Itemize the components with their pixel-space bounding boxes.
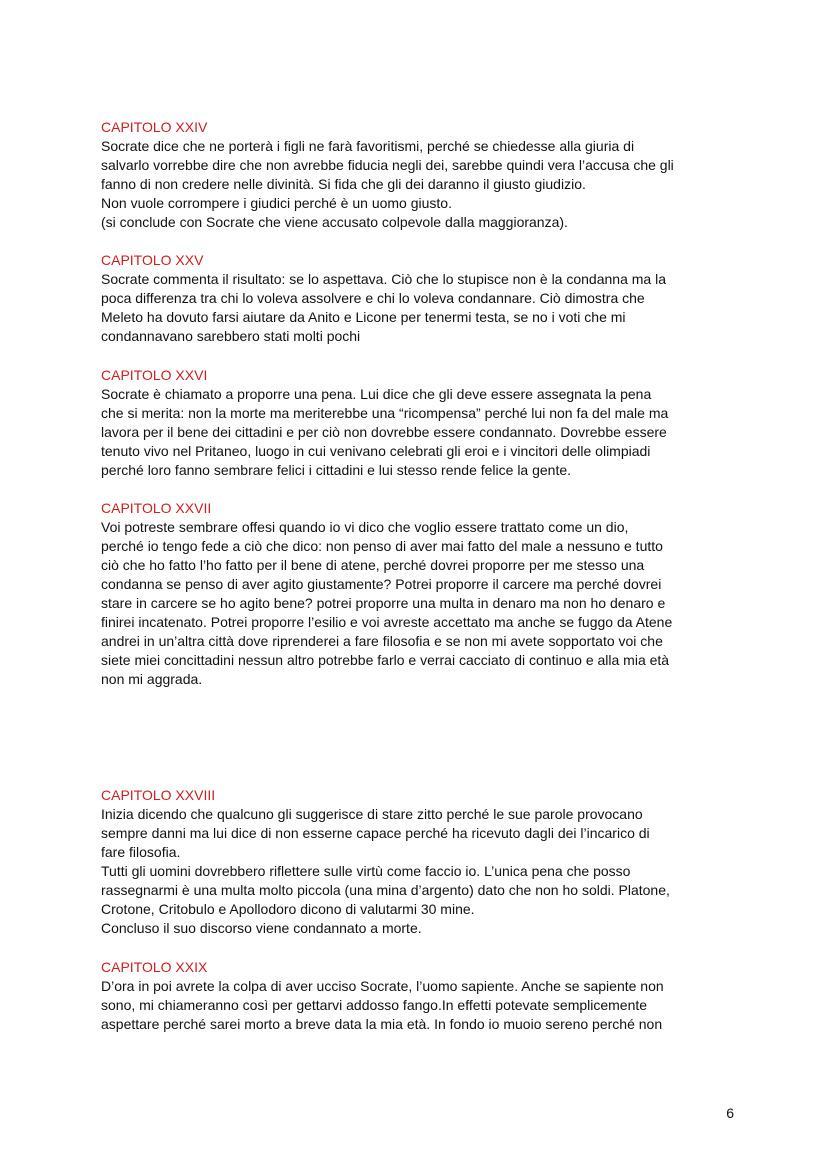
text-line: aspettare perché sarei morto a breve data la mia età. In fondo io muoio sereno perché non [101, 1016, 663, 1032]
text-line: lavora per il bene dei cittadini e per ciò non dovrebbe essere condannato. Dovrebbe essere [101, 424, 667, 440]
chapter-xxv [101, 251, 741, 346]
text-line: condanna se penso di aver agito giustamente? Potrei proporre il carcere ma perché dovrei [101, 576, 662, 592]
chapter-heading: CAPITOLO XXVIII [101, 787, 216, 803]
text-line: ciò che ho fatto l’ho fatto per il bene di atene, perché dovrei proporre per me stesso una [101, 557, 645, 573]
text-line: non mi aggrada. [101, 671, 203, 687]
chapter-heading: CAPITOLO XXIV [101, 119, 208, 135]
text-line: Non vuole corrompere i giudici perché è un uomo giusto. [101, 195, 452, 211]
text-line: poca differenza tra chi lo voleva assolvere e chi lo voleva condannare. Ciò dimostra che [101, 290, 645, 306]
text-line: fanno di non credere nelle divinità. Si fida che gli dei daranno il giusto giudizio. [101, 176, 586, 192]
text-line: stare in carcere se ho agito bene? potrei proporre una multa in denaro ma non ho denaro e [101, 595, 666, 611]
chapter-heading: CAPITOLO XXIX [101, 959, 208, 975]
chapter-xxiv [101, 118, 741, 232]
text-line: (si conclude con Socrate che viene accusato colpevole dalla maggioranza). [101, 214, 568, 230]
chapter-xxviii [101, 786, 741, 938]
text-line: finirei incatenato. Potrei proporre l’esilio e voi avreste accettato ma anche se fuggo da Atene [101, 614, 673, 630]
text-line: andrei in un’altra città dove riprenderei a fare filosofia e se non mi avete sopportato voi che [101, 633, 663, 649]
chapter-xxix [101, 958, 741, 1034]
text-line: siete miei concittadini nessun altro potrebbe farlo e verrai cacciato di continuo e alla mia età [101, 652, 670, 668]
text-line: Crotone, Critobulo e Apollodoro dicono di valutarmi 30 mine. [101, 901, 475, 917]
text-line: perché loro fanno sembrare felici i cittadini e lui stesso rende felice la gente. [101, 462, 572, 478]
text-line: Voi potreste sembrare offesi quando io vi dico che voglio essere trattato come un dio, [101, 519, 629, 535]
text-line: Tutti gli uomini dovrebbero riflettere sulle virtù come faccio io. L’unica pena che posso [101, 863, 631, 879]
chapter-xxvi [101, 366, 741, 480]
chapter-heading: CAPITOLO XXV [101, 252, 204, 268]
chapter-heading: CAPITOLO XXVII [101, 500, 212, 516]
text-line: condannavano sarebbero stati molti pochi [101, 328, 361, 344]
text-line: che si merita: non la morte ma meriterebbe una “ricompensa” perché lui non fa del male ma [101, 405, 669, 421]
text-line: rassegnarmi è una multa molto piccola (una mina d’argento) dato che non ho soldi. Platone, [101, 882, 670, 898]
text-line: tenuto vivo nel Pritaneo, luogo in cui venivano celebrati gli eroi e i vincitori delle olimpiadi [101, 443, 651, 459]
text-line: fare filosofia. [101, 844, 181, 860]
text-line: Socrate commenta il risultato: se lo aspettava. Ciò che lo stupisce non è la condanna ma la [101, 271, 666, 287]
text-line: Inizia dicendo che qualcuno gli suggerisce di stare zitto perché le sue parole provocano [101, 806, 643, 822]
text-line: Socrate è chiamato a proporre una pena. Lui dice che gli deve essere assegnata la pena [101, 386, 652, 402]
text-line: D’ora in poi avrete la colpa di aver ucciso Socrate, l’uomo sapiente. Anche se sapiente non [101, 978, 664, 994]
chapter-heading: CAPITOLO XXVI [101, 367, 208, 383]
text-line: perché io tengo fede a ciò che dico: non penso di aver mai fatto del male a nessuno e tutto [101, 538, 663, 554]
page-number: 6 [726, 1105, 734, 1121]
text-line: sono, mi chiameranno così per gettarvi addosso fango.In effetti potevate semplicemente [101, 997, 648, 1013]
text-line: salvarlo vorrebbe dire che non avrebbe fiducia negli dei, sarebbe quindi vera l’accusa che gli [101, 157, 674, 173]
text-line: Socrate dice che ne porterà i figli ne farà favoritismi, perché se chiedesse alla giuria di [101, 138, 635, 154]
chapter-xxvii [101, 499, 741, 689]
text-line: Meleto ha dovuto farsi aiutare da Anito e Licone per tenermi testa, se no i voti che mi [101, 309, 626, 325]
text-line: Concluso il suo discorso viene condannato a morte. [101, 920, 422, 936]
text-line: sempre danni ma lui dice di non esserne capace perché ha ricevuto dagli dei l’incarico di [101, 825, 650, 841]
